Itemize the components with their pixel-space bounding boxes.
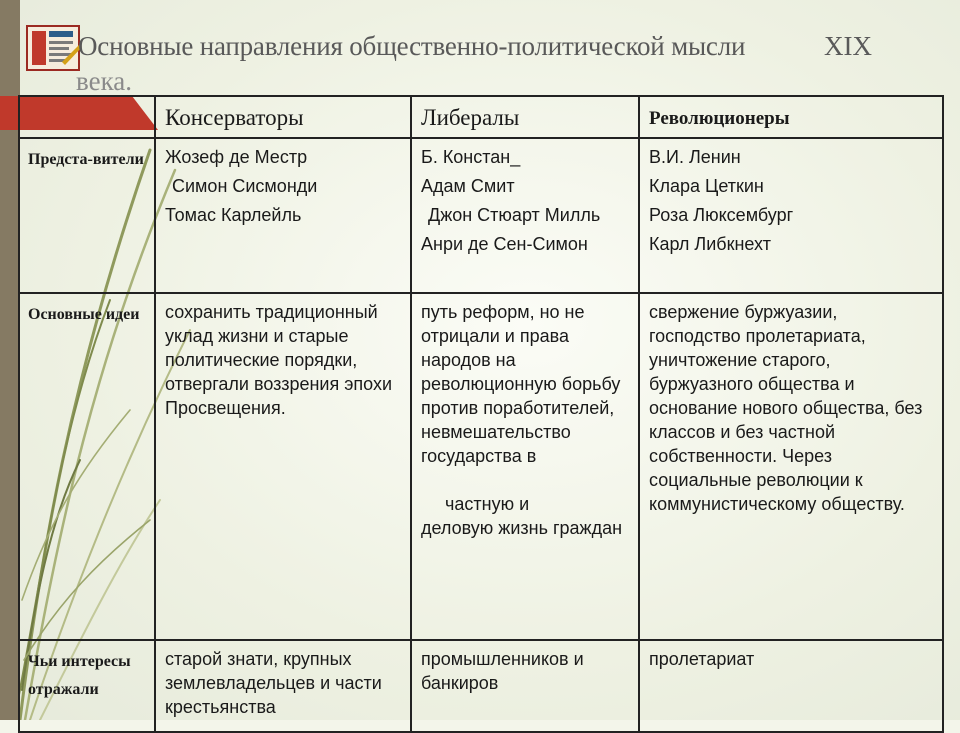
cell-representatives-revolutionaries	[639, 138, 943, 293]
list-item: Роза Люксембург	[649, 205, 794, 225]
header-conservatives	[155, 96, 411, 138]
table-row	[19, 138, 943, 293]
row-label: Чьи интересы отражали	[28, 653, 131, 698]
slide-title: Основные направления общественно-политической мысли	[78, 31, 746, 61]
cell-interests-revolutionaries	[639, 640, 943, 732]
cell-ideas-revolutionaries	[639, 293, 943, 640]
cell-text: старой знати, крупных землевладельцев и части крестьянства	[165, 649, 382, 717]
cell-representatives-conservatives	[155, 138, 411, 293]
slide-title-continuation: века.	[76, 66, 133, 92]
cell-text: путь реформ, но не отрицали и права народов на революционную борьбу против поработителей, невмешательство государства в	[421, 302, 621, 466]
header-label: Либералы	[421, 105, 520, 130]
list-item: Клара Цеткин	[649, 176, 764, 196]
row-label: Основные идеи	[28, 306, 140, 323]
header-liberals	[411, 96, 639, 138]
cell-ideas-conservatives	[155, 293, 411, 640]
header-empty-cell	[19, 96, 155, 138]
cell-text: деловую жизнь граждан	[421, 518, 623, 538]
cell-interests-liberals	[411, 640, 639, 732]
list-item: В.И. Ленин	[649, 147, 741, 167]
slide-title-century: XIX	[824, 31, 872, 61]
list-item: Карл Либкнехт	[649, 234, 772, 254]
cell-ideas-liberals	[411, 293, 639, 640]
row-head-ideas	[19, 293, 155, 640]
list-item: Адам Смит	[421, 176, 515, 196]
header-label: Консерваторы	[165, 105, 304, 130]
cell-text: промышленников и банкиров	[421, 649, 584, 693]
row-label: Предста-вители	[28, 151, 144, 168]
cell-text: сохранить традиционный уклад жизни и старые политические порядки, отвергали воззрения эпохи Просвещения.	[165, 302, 393, 418]
row-head-interests	[19, 640, 155, 732]
header-revolutionaries	[639, 96, 943, 138]
row-head-representatives	[19, 138, 155, 293]
list-item: Томас Карлейль	[165, 205, 302, 225]
book-logo-icon	[24, 22, 84, 76]
list-item: Симон Сисмонди	[172, 176, 318, 196]
table-row	[19, 640, 943, 732]
list-item: Анри де Сен-Симон	[421, 234, 588, 254]
list-item: Б. Констан_	[421, 147, 521, 167]
table-header-row	[19, 96, 943, 138]
list-item: Джон Стюарт Милль	[428, 205, 601, 225]
cell-text: пролетариат	[649, 649, 755, 669]
list-item: Жозеф де Местр	[165, 147, 308, 167]
table-row	[19, 293, 943, 640]
movements-table	[18, 95, 944, 733]
cell-representatives-liberals	[411, 138, 639, 293]
cell-text: свержение буржуазии, господство пролетариата, уничтожение старого, буржуазного общества и основание нового общества, без классов и без частной собственности. Через социальные революции к коммунистическому обществу.	[649, 302, 923, 514]
cell-text: частную и	[445, 494, 530, 514]
cell-interests-conservatives	[155, 640, 411, 732]
header-label: Революционеры	[649, 108, 790, 129]
